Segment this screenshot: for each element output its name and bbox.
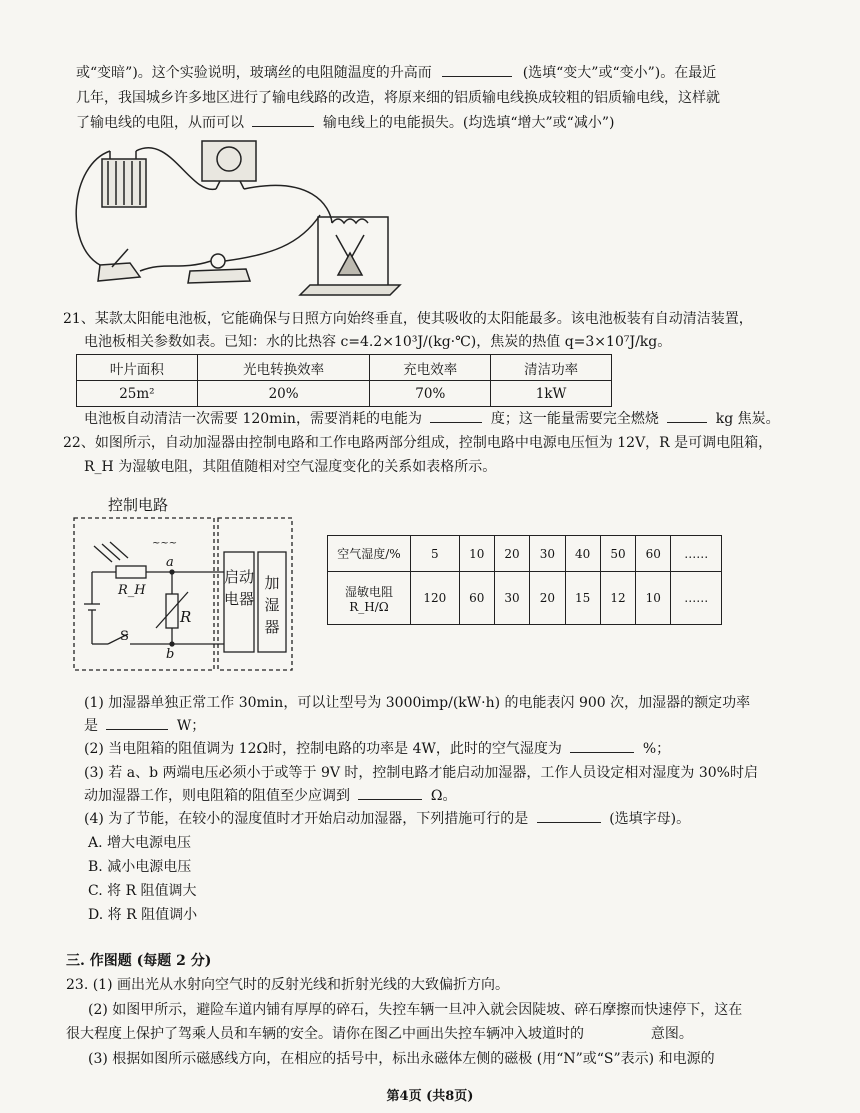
p22-q4: (4) 为了节能，在较小的湿度值时才开始启动加湿器，下列措施可行的是 (选填字母)。 [84,808,690,830]
table-cell: 50 [600,536,635,572]
table-cell: 12 [600,572,635,625]
humidifier-label: 加湿器 [264,574,280,636]
answer-blank[interactable] [442,62,512,77]
table-row [328,572,722,625]
p20-line-2: 几年，我国城乡许多地区进行了输电线路的改造，将原来细的铝质输电线换成较粗的铝质输电线，这样就 [76,90,720,106]
p22-q3-line-2: 动加湿器工作，则电阻箱的阻值至少应调到 Ω。 [84,785,457,807]
table-cell: 40 [565,536,600,572]
p20-line-1: 或“变暗”)。这个实验说明，玻璃丝的电阻随温度的升高而 (选填“变大”或“变小”)。在最近 [76,62,716,84]
obscured-text [592,1024,642,1038]
section-3-title: 三. 作图题 (每题 2 分) [66,953,212,969]
p22-q1-line-2: 是 W； [84,715,205,737]
node-a-label: a [166,555,174,570]
q23-part-2-line-2: 很大程度上保护了驾乘人员和车辆的安全。请你在图乙中画出失控车辆冲入坡道时的 意图。 [66,1026,693,1042]
q23-part-1: 23. (1) 画出光从水射向空气时的反射光线和折射光线的大致偏折方向。 [66,977,509,993]
table-cell: 120 [411,572,460,625]
option-d[interactable]: D. 将 R 阻值调小 [88,907,198,923]
table-cell: 1kW [491,381,612,407]
starter-label: 启动电器 [224,568,255,608]
table-header-cell: 充电效率 [370,355,491,381]
p22-line-1: 22、如图所示，自动加湿器由控制电路和工作电路两部分组成，控制电路中电源电压恒为 12V，R 是可调电阻箱， [63,435,773,451]
answer-blank[interactable] [252,112,314,127]
answer-blank[interactable] [537,808,601,823]
p21-line-1: 21、某款太阳能电池板，它能确保与日照方向始终垂直，使其吸收的太阳能最多。该电池板装有自动清洁装置， [63,311,753,327]
table-cell: 20 [494,536,529,572]
p22-line-2: R_H 为湿敏电阻，其阻值随相对空气湿度变化的关系如表格所示。 [84,459,497,475]
control-circuit-title: 控制电路 [108,496,169,514]
p20-line-3: 了输电线的电阻，从而可以 输电线上的电能损失。(均选填“增大”或“减小”) [76,112,614,134]
table-cell: 20% [197,381,370,407]
table-cell: 10 [459,536,494,572]
page-footer: 第4页 (共8页) [386,1089,474,1104]
p22-q1-line-1: (1) 加湿器单独正常工作 30min，可以让型号为 3000imp/(kW·h) 的电能表闪 900 次，加湿器的额定功率 [84,695,751,711]
p22-q2: (2) 当电阻箱的阻值调为 12Ω时，控制电路的功率是 4W，此时的空气湿度为 %； [84,738,670,760]
node-b-label: b [166,647,175,662]
answer-blank[interactable] [570,738,634,753]
table-cell: 60 [459,572,494,625]
answer-blank[interactable] [358,785,422,800]
table-cell: 30 [530,536,565,572]
p21-line-2: 电池板相关参数如表。已知：水的比热容 c=4.2×10³J/(kg·℃)，焦炭的热值 q=3×10⁷J/kg。 [84,334,672,350]
answer-blank[interactable] [106,715,168,730]
table-cell: 20 [530,572,565,625]
svg-text:~~~: ~~~ [152,538,178,549]
answer-blank[interactable] [667,408,707,423]
p21-line-3: 电池板自动清洁一次需要 120min，需要消耗的电能为 度；这一能量需要完全燃烧 kg 焦炭。 [84,408,780,430]
table-header-cell: 清洁功率 [491,355,612,381]
table-cell: 5 [411,536,460,572]
table-cell: 10 [636,572,671,625]
humidity-resistance-table [327,535,722,625]
table-cell: …… [671,536,722,572]
panel-params-table [76,354,612,407]
option-c[interactable]: C. 将 R 阻值调大 [88,883,197,899]
option-a[interactable]: A. 增大电源电压 [88,835,192,851]
table-cell: 60 [636,536,671,572]
table-cell: …… [671,572,722,625]
table-row [77,355,612,381]
q23-part-2-line-1: (2) 如图甲所示，避险车道内铺有厚厚的碎石，失控车辆一旦冲入就会因陡坡、碎石摩擦而快速停下，这在 [88,1002,743,1018]
r-label: R [180,608,192,626]
rh-label: R_H [118,583,146,598]
switch-s-label: S [120,629,129,644]
table-header-cell: 空气湿度/% [328,536,411,572]
option-b[interactable]: B. 减小电源电压 [88,859,192,875]
table-header-cell: 光电转换效率 [197,355,370,381]
table-header-cell: 叶片面积 [77,355,198,381]
table-cell: 30 [494,572,529,625]
apparatus-figure [70,135,420,295]
answer-blank[interactable] [430,408,482,423]
q23-part-3: (3) 根据如图所示磁感线方向，在相应的括号中，标出永磁体左侧的磁极 (用“N”或“S”表示) 和电源的 [88,1051,715,1067]
table-header-cell: 湿敏电阻 R_H/Ω [328,572,411,625]
table-cell: 25m² [77,381,198,407]
table-cell: 70% [370,381,491,407]
table-row [328,536,722,572]
p22-q3-line-1: (3) 若 a、b 两端电压必须小于或等于 9V 时，控制电路才能启动加湿器，工作人员设定相对湿度为 30%时启 [84,765,758,781]
table-cell: 15 [565,572,600,625]
table-row [77,381,612,407]
